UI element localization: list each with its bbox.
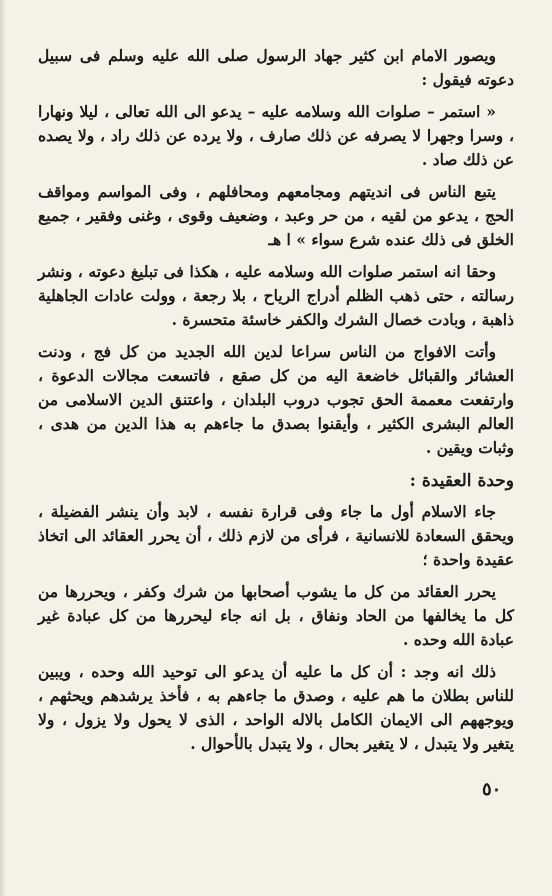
paragraph-quote-2: يتبع الناس فى انديتهم ومجامعهم ومحافلهم ، وفى المواسم ومواقف الحج ، يدعو من لقيه ، من حر وعبد ، وضعيف وقوى ، وغنى وفقير ، جميع الخلق فى ذلك عنده شرع سواء » ا هـ: [38, 182, 514, 249]
paragraph-unity-1: جاء الاسلام أول ما جاء وفى قرارة نفسه ، لابد وأن ينشر الفضيلة ، ويحقق السعادة للانسانية ، فرأى من لازم ذلك ، أن يحرر العقائد الى اتخاذ عقيدة واحدة ؛: [38, 502, 514, 569]
paragraph-unity-2: يحرر العقائد من كل ما يشوب أصحابها من شرك وكفر ، ويحررها من كل ما يخالفها من الحاد ونفاق ، بل انه جاء ليحررها من كل عبادة غير عبادة الله وحده .: [38, 582, 514, 649]
section-heading: وحدة العقيدة :: [409, 471, 514, 491]
paragraph-quote-1: « استمر – صلوات الله وسلامه عليه – يدعو الى الله تعالى ، ليلا ونهارا ، وسرا وجهرا لا يصرفه عن ذلك صارف ، ولا يرده عن ذلك راد ، ولا يصده عن ذلك صاد .: [38, 102, 514, 169]
page-number: ٥٠: [482, 779, 502, 800]
paragraph-intro: ويصور الامام ابن كثير جهاد الرسول صلى الله عليه وسلم فى سبيل دعوته فيقول :: [38, 46, 514, 89]
paragraph-persistence: وحقا انه استمر صلوات الله وسلامه عليه ، هكذا فى تبليغ دعوته ، ونشر رسالته ، حتى ذهب الظلم أدراج الرياح ، بلا رجعة ، وولت عادات الجاهلية ذاهبة ، وبادت خصال الشرك والكفر خاسئة متحسرة .: [38, 262, 514, 329]
paragraph-unity-3: ذلك انه وجد : أن كل ما عليه أن يدعو الى توحيد الله وحده ، ويبين للناس بطلان ما هم عليه ، وصدق ما جاءهم به ، فأخذ يرشدهم ويحثهم ، ويوجههم الى الايمان الكامل بالاله الواحد ، الذى لا يحول ولا يزول ، ولا يتغير ولا يتبدل ، لا يتغير بحال ، ولا يتبدل بالأحوال .: [38, 662, 514, 753]
paragraph-spread: وأتت الافواج من الناس سراعا لدين الله الجديد من كل فج ، ودنت العشائر والقبائل خاضعة اليه من كل صقع ، فاتسعت مجالات الدعوة ، وارتفعت معممة الحق تجوب دروب البلدان ، واعتنق الدين الاسلامى من العالم البشرى الكثير ، وأيقنوا بصدق ما جاءهم به هذا الدين من هدى ، وثبات ويقين .: [38, 342, 514, 457]
